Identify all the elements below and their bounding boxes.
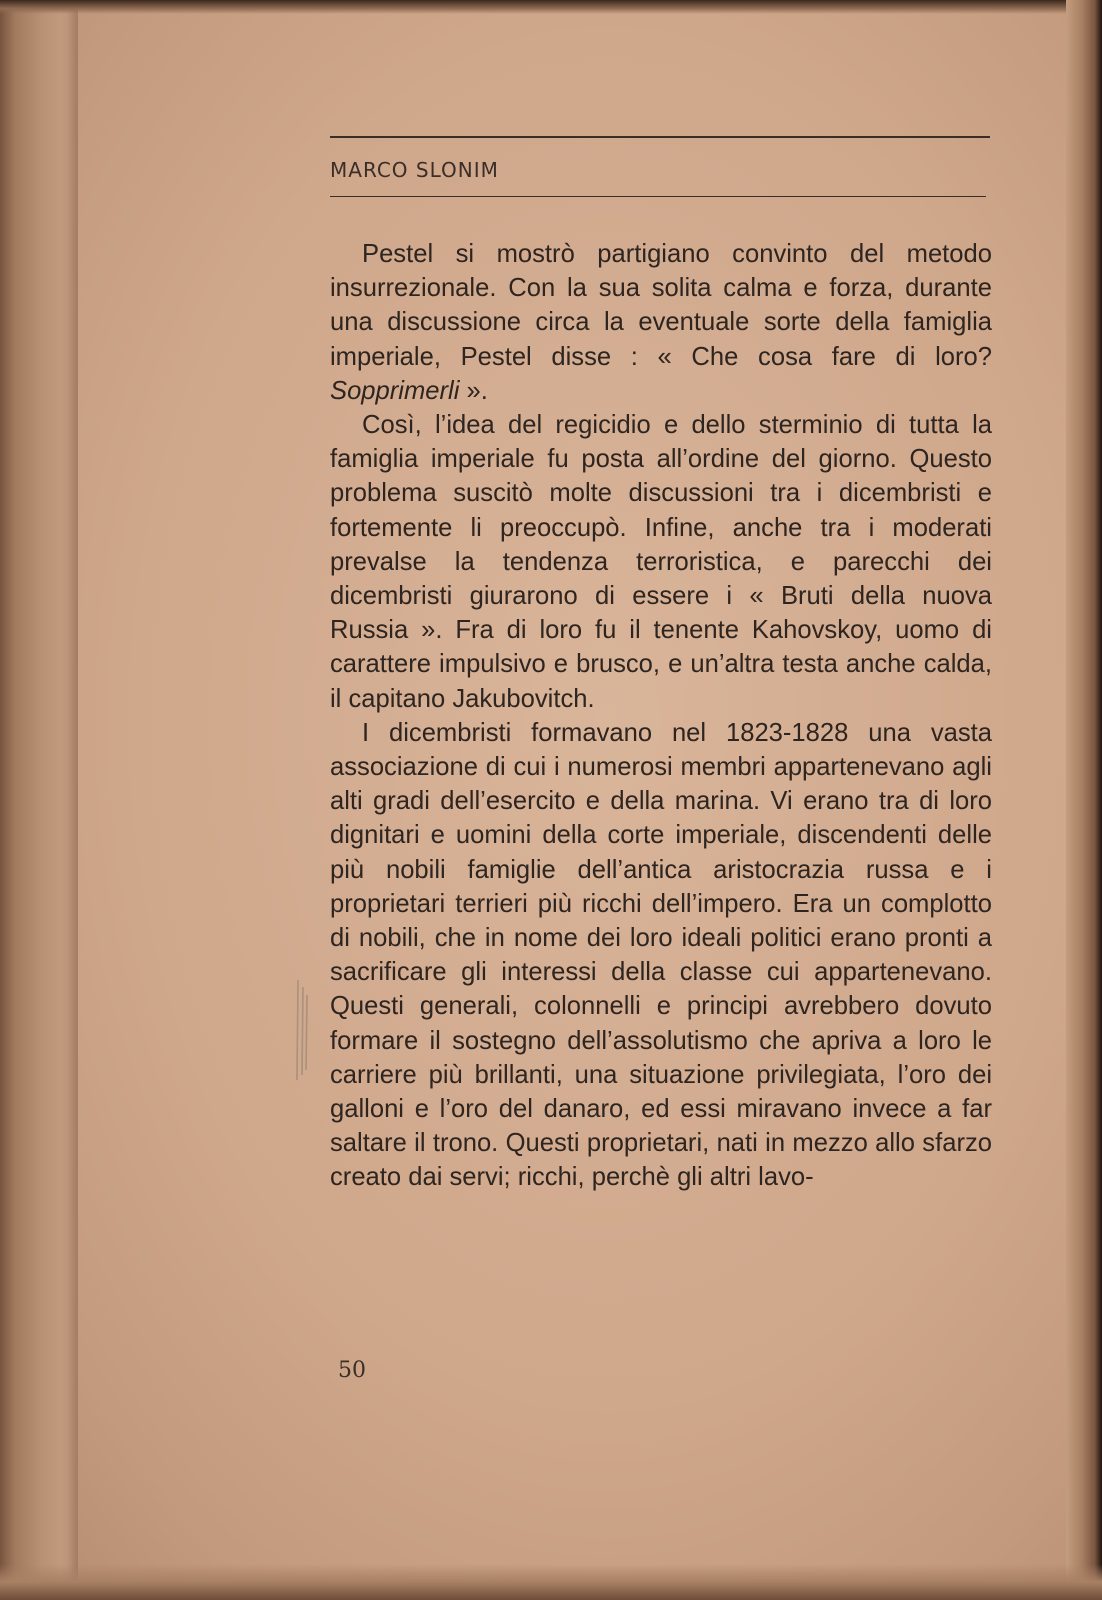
header-rule-bottom <box>330 196 986 197</box>
page-number: 50 <box>338 1358 366 1383</box>
page-top-edge <box>0 0 1102 14</box>
page-spine-shadow <box>0 0 78 1600</box>
page-content <box>330 136 992 1195</box>
running-head: MARCO SLONIM <box>330 158 499 182</box>
paragraph-1-end: ». <box>459 376 488 405</box>
page-bottom-edge <box>0 1564 1102 1600</box>
pencil-margin-mark <box>292 975 312 1085</box>
paragraph-3: I dicembristi formavano nel 1823-1828 una vasta associazione di cui i numerosi membri appartenevano agli alti gradi dell’esercito e della marina. Vi erano tra di loro dignitari e uomini della corte imperiale, discendenti delle più nobili famiglie dell’antica aristocrazia russa e i proprietari terrieri più ricchi dell’impero. Era un complotto di nobili, che in nome dei loro ideali politici erano pronti a sacrificare gli interessi della classe cui appartenevano. Questi generali, colonnelli e principi avrebbero dovuto formare il sostegno dell’assolutismo che apriva a loro le carriere più brillanti, una situazione privilegiata, l’oro dei galloni e l’oro del danaro, ed essi miravano invece a far saltare il trono. Questi proprietari, nati in mezzo allo sfarzo creato dai servi; ricchi, perchè gli altri lavo- <box>330 718 992 1192</box>
page-right-edge <box>1066 0 1102 1600</box>
paragraph-1-text: Pestel si mostrò partigiano convinto del metodo insurrezionale. Con la sua solita calma e forza, durante una discussione circa la eventuale sorte della famiglia imperiale, Pestel disse : « Che cosa fare di loro? <box>330 240 992 371</box>
paragraph-1-emphasis: Sopprimerli <box>330 376 460 405</box>
paragraph-1 <box>330 237 992 408</box>
body-text <box>330 237 992 1195</box>
header-rule-top <box>330 136 990 138</box>
paragraph-2: Così, l’idea del regicidio e dello sterminio di tutta la famiglia imperiale fu posta all’ordine del giorno. Questo problema suscitò molte discussioni tra i dicembristi e fortemente li preoccupò. Infine, anche tra i moderati prevalse la tendenza terroristica, e parecchi dei dicembristi giurarono di essere i « Bruti della nuova Russia ». Fra di loro fu il tenente Kahovskoy, uomo di carattere impulsivo e brusco, e un’altra testa anche calda, il capitano Jakubovitch. <box>330 411 992 713</box>
